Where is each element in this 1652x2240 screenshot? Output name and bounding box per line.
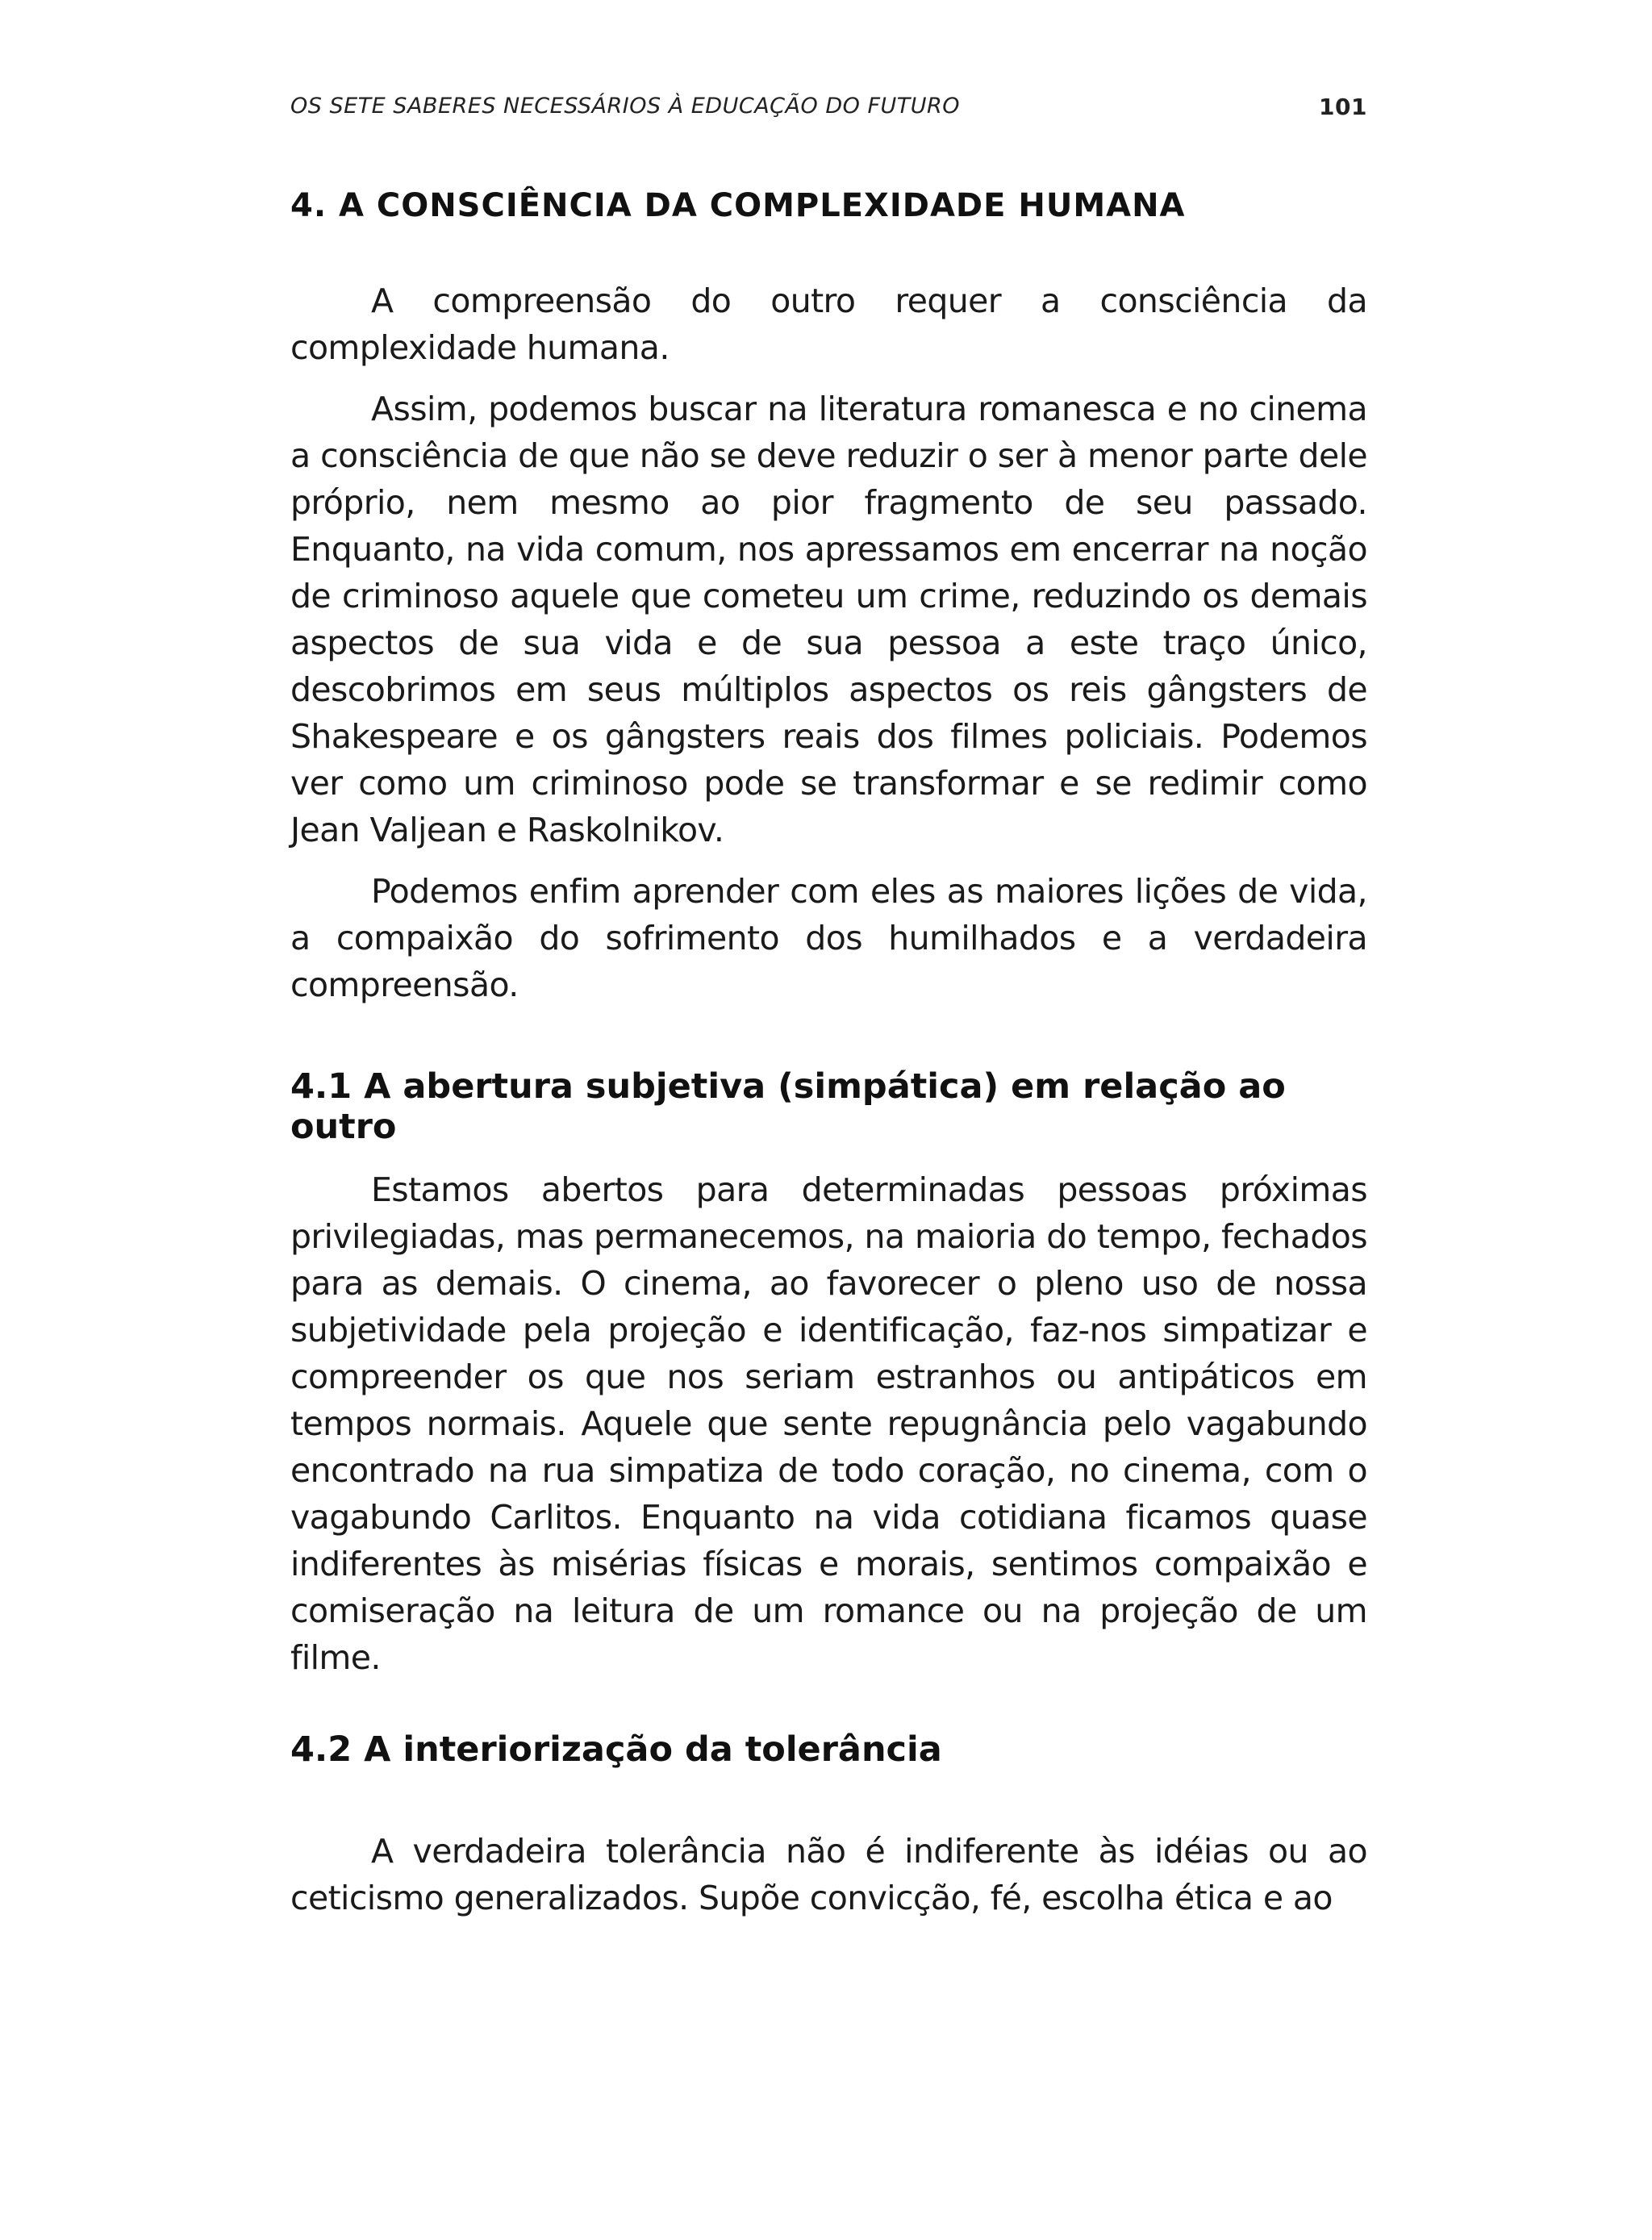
subsection-heading-4-1: 4.1 A abertura subjetiva (simpática) em relação ao outro xyxy=(290,1066,1286,1147)
page-number: 101 xyxy=(1319,94,1367,120)
paragraph: Estamos abertos para determinadas pessoas próximas privilegiadas, mas permanecemos, na maioria do tempo, fechados para as demais. O cinema, ao favorecer o pleno uso de nossa subjetividade pela projeção e identificação, faz-nos simpatizar e compreender os que nos seriam estranhos ou antipáticos em tempos normais. Aquele que sente repugnância pelo vagabundo encontrado na rua simpatiza de todo coração, no cinema, com o vagabundo Carlitos. Enquanto na vida cotidiana ficamos quase indiferentes às misérias físicas e morais, sentimos compaixão e comiseração na leitura de um romance ou na projeção de um filme. xyxy=(290,1170,1367,1677)
section-body xyxy=(290,277,1367,1023)
document-page xyxy=(290,0,1367,2240)
subsection-4-2-body xyxy=(290,1828,1367,1936)
paragraph: A compreensão do outro requer a consciência da complexidade humana. xyxy=(290,282,1367,367)
paragraph: Assim, podemos buscar na literatura romanesca e no cinema a consciência de que não se deve reduzir o ser à menor parte dele próprio, nem mesmo ao pior fragmento de seu passado. Enquanto, na vida comum, nos apressamos em encerrar na noção de criminoso aquele que cometeu um crime, reduzindo os demais aspectos de sua vida e de sua pessoa a este traço único, descobrimos em seus múltiplos aspectos os reis gângsters de Shakespeare e os gângsters reais dos filmes policiais. Podemos ver como um criminoso pode se transformar e se redimir como Jean Valjean e Raskolnikov. xyxy=(290,390,1367,849)
running-head-title: OS SETE SABERES NECESSÁRIOS À EDUCAÇÃO DO FUTURO xyxy=(290,94,961,119)
paragraph: A verdadeira tolerância não é indiferente às idéias ou ao ceticismo generalizados. Supõe convicção, fé, escolha ética e ao xyxy=(290,1832,1367,1917)
subsection-heading-4-2: 4.2 A interiorização da tolerância xyxy=(290,1729,942,1770)
section-heading: 4. A CONSCIÊNCIA DA COMPLEXIDADE HUMANA xyxy=(290,187,1186,224)
paragraph: Podemos enfim aprender com eles as maiores lições de vida, a compaixão do sofrimento dos humilhados e a verdadeira compreensão. xyxy=(290,872,1367,1004)
running-head xyxy=(290,94,1367,126)
subsection-4-1-body xyxy=(290,1166,1367,1696)
